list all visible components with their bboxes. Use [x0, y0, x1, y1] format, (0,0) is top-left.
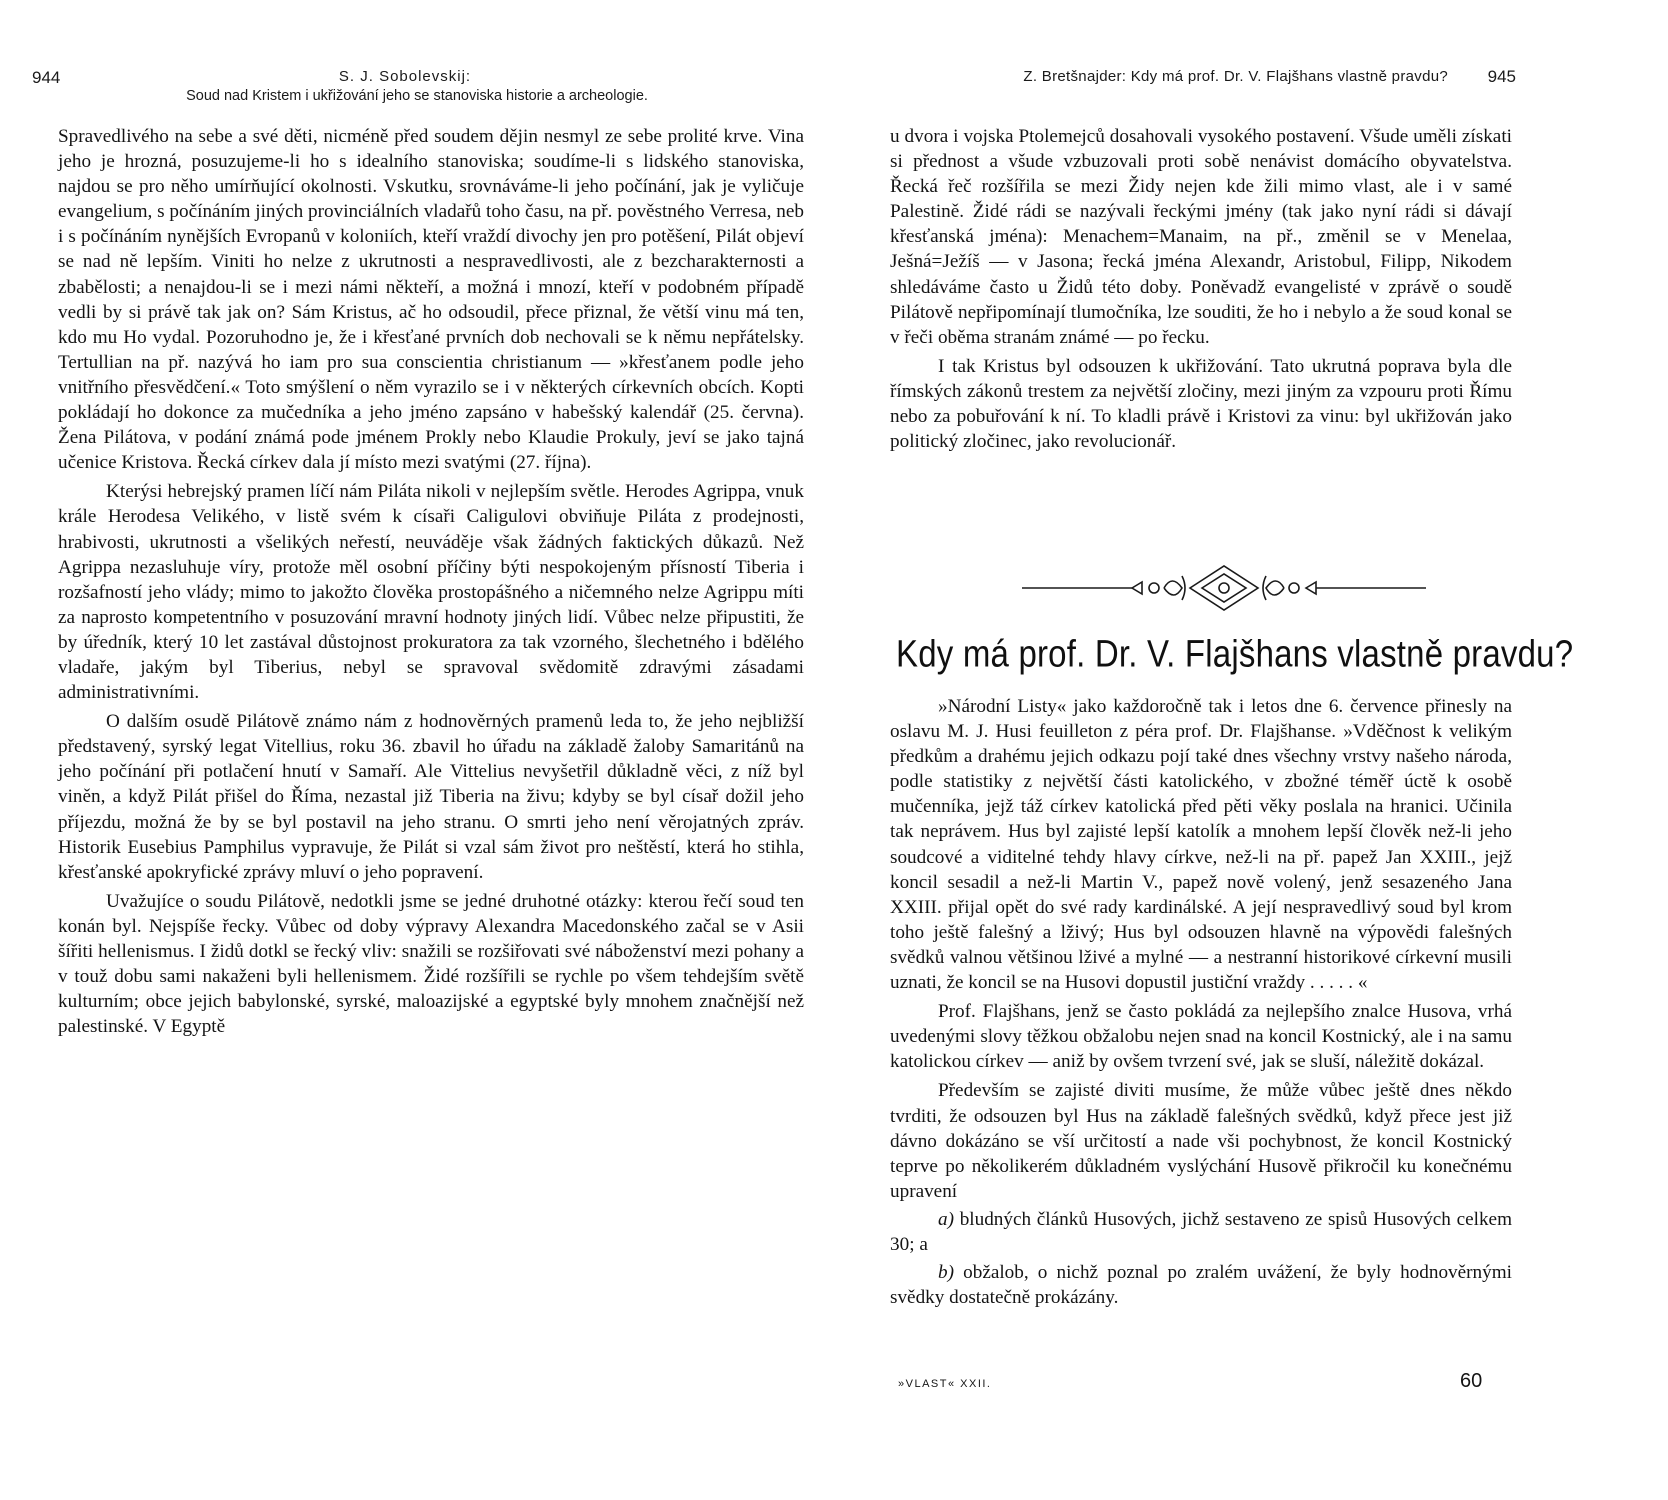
paragraph: I tak Kristus byl odsouzen k ukřižování. Tato ukrutná poprava byla dle římských zákonů trestem za největší zločiny, mezi jiným za vzpouru proti Římu nebo za pobuřování k ní. To kladli právě i Kristovi za vinu: byl ukřižován jako politický zločinec, jako revolucionář.: [890, 355, 1512, 453]
paragraph: Uvažujíce o soudu Pilátově, nedotkli jsme se jedné druhotné otázky: kterou řečí soud ten konán byl. Nejspíše řecky. Vůbec od doby výpravy Alexandra Macedonského začal se v Asii šířiti hellenismus. I židů dotkl se řecký vliv: snažili se rozšiřovati své náboženství mezi pohany a v touž dobu sami nakaženi byli hellenismem. Židé rozšířili se rychle po všem tehdejším světě kulturním; obce jejich babylonské, syrské, maloazijské a egyptské byly mnohem značnější než palestinské. V Egyptě: [58, 890, 804, 1038]
footer-signature: »VLAST« XXII.: [898, 1378, 992, 1390]
list-marker: a): [938, 1208, 954, 1230]
list-item: [890, 1260, 1512, 1310]
right-running-head-title: Z. Bretšnajder: Kdy má prof. Dr. V. Flajšhans vlastně pravdu?: [1023, 68, 1448, 85]
list-item-text: bludných článků Husových, jichž sestaveno ze spisů Husových celkem 30; a: [890, 1208, 1512, 1255]
decorative-ornament-divider: [1022, 560, 1426, 616]
paragraph: Prof. Flajšhans, jenž se často pokládá za nejlepšího znalce Husova, vrhá uvedenými slovy těžkou obžalobu nejen snad na koncil Kostnický, ale i na samu katolickou církev — aniž by ovšem tvrzení své, jak se sluší, náležitě dokázal.: [890, 1001, 1512, 1073]
paragraph: Spravedlivého na sebe a své děti, nicméně před soudem dějin nesmyl ze sebe prolité krve. Vina jeho je hrozná, posuzujeme-li ho s idealního stanoviska; soudíme-li s lidského stanoviska, najdou se pro něho umírňující okolnosti. Vskutku, srovnáváme-li jeho počínání, jak je vyličuje evangelium, s počínáním jiných provinciálních vladařů toho času, na př. pověstného Verresa, neb i s počínáním nynějších Evropanů v koloniích, kteří vraždí divochy jen pro potěšení, Pilát objeví se nad ně lepším. Viniti ho nelze z ukrutnosti a nespravedlivosti, ale z bezcharakternosti a zbabělosti; a nenajdou-li se i mezi námi někteří, a možná i mnozí, kteří v podobném případě vedli by si právě tak jak on? Sám Kristus, ač ho odsoudil, přece přiznal, že větší vinu má ten, kdo mu Ho vydal. Pozoruhodno je, že i křesťané prvních dob nechovali se k němu nepřátelsky. Tertullian na př. nazývá ho iam pro sua conscientia christianum — »křesťanem podle jeho vnitřního přesvědčení.« Toto smýšlení o něm vyrazilo se i v některých církevních obcích. Kopti pokládají ho dokonce za mučedníka a jeho jméno zapsáno v habešský kalendář (25. června). Žena Pilátova, v podání známá pode jménem Prokly nebo Klaudie Prokuly, jeví se jako tajná učenice Kristova. Řecká církev dala jí místo mezi svatými (27. října).: [58, 126, 804, 474]
right-page: [834, 0, 1668, 1500]
paragraph: »Národní Listy« jako každoročně tak i letos dne 6. července přinesly na oslavu M. J. Husi feuilleton z péra prof. Dr. Flajšhanse. »Vděčnost k velikým předkům a drahému jejich odkazu pojí také dnes všechny vrstvy našeho národa, podle statistiky z největší části katolického, v zbožné téměř úctě k osobě mučenníka, jejž táž církev katolická před pěti věky poslala na hranici. Učinila tak neprávem. Hus byl zajisté lepší katolík a mnohem lepší člověk než-li jeho soudcové a viditelné tehdy hlavy církve, než-li na př. papež Jan XXIII., jejž koncil sesadil a než-li Martin V., papež nově volený, jenž sesazeného Jana XXIII. přijal opět do své rady kardinálské. A její nespravedlivý soud byl krom toho ještě falešný a lživý; Hus byl odsouzen hlavně na výpovědi falešných svědků valnou většinou lživé a mylné — a nestranní historikové církevní musili uznati, že koncil se na Husovi dopustil justiční vraždy . . . . . «: [890, 696, 1512, 994]
list-item: [890, 1207, 1512, 1257]
paragraph: O dalším osudě Pilátově známo nám z hodnověrných pramenů leda to, že jeho nejbližší představený, syrský legat Vitellius, roku 36. zbavil ho úřadu na základě žaloby Samaritánů na jeho počínání při potlačení hnutí v Samaří. Ale Vittelius nevyšetřil důkladně věci, z níž byl viněn, a když Pilát přišel do Říma, nezastal již Tiberia na živu; kdyby se byl císař dožil jeho příjezdu, možná že by se byl postavil na jeho stranu. O smrti jeho není věrojatných zpráv. Historik Eusebius Pamphilus vypravuje, že Pilát si vzal sám život pro neštěstí, která ho stihla, křesťanské apokryfické zprávy mluví o jeho popravení.: [58, 711, 804, 883]
right-page-number: 945: [1487, 67, 1516, 86]
left-page-number: 944: [32, 68, 61, 87]
right-article-column: [890, 694, 1512, 1310]
paragraph: Kterýsi hebrejský pramen líčí nám Piláta nikoli v nejlepším světle. Herodes Agrippa, vnuk krále Herodesa Velikého, v listě svém k císaři Caligulovi obviňuje Piláta z prodejnosti, hrabivosti, ukrutnosti a všelikých neřestí, neuváděje však žádných faktických důkazů. Než Agrippa nezasluhuje víry, protože měl osobní příčiny býti nespokojeným přísností Tiberia i rozšafností jeho vlády; mimo to jakožto člověka prostopášného a ničemného nelze Agrippu míti za naprosto kompetentního v posuzování mravní hodnoty jiných lidí. Vůbec nelze připustiti, že by úředník, který 10 let zastával důstojnost prokuratora za tak vzorného, šlechetného i bdělého vladaře, jakým byl Tiberius, nebyl se spravoval svědomitě zdravými zásadami administrativními.: [58, 481, 804, 704]
left-running-head-title: Soud nad Kristem i ukřižování jeho se stanoviska historie a archeologie.: [186, 88, 648, 104]
list-item-text: obžalob, o nichž poznal po zralém uvážení, že byly hodnověrnými svědky dostatečně prokázány.: [890, 1262, 1512, 1309]
footer-sheet-number: 60: [1460, 1370, 1483, 1392]
left-body-column: [58, 124, 804, 1039]
left-running-head-author: S. J. Sobolevskij:: [338, 68, 472, 85]
article-title: Kdy má prof. Dr. V. Flajšhans vlastně pravdu?: [896, 632, 1574, 675]
paragraph: u dvora i vojska Ptolemejců dosahovali vysokého postavení. Všude uměli získati si přednost a všude vzbuzovali proti sobě nenávist domácího obyvatelstva. Řecká řeč rozšířila se mezi Židy nejen kde žili mimo vlast, ale i v samé Palestině. Židé rádi se nazývali řeckými jmény (tak jako nyní rádi si dávají křesťanská jména): Menachem=Manaim, na př., změnil se v Menelaa, Ješná=Ježíš — v Jasona; řecká jména Alexandr, Aristobul, Filipp, Nikodem shledáváme často u Židů této doby. Poněvadž evangelisté v zprávě o soudě Pilátově nepřipomínají tlumočníka, lze souditi, že ho i nebylo a že soud konal se v řeči oběma stranám známé — po řecku.: [890, 126, 1512, 348]
right-continued-column: [890, 124, 1512, 454]
list-marker: b): [938, 1262, 954, 1284]
paragraph: Především se zajisté diviti musíme, že může vůbec ještě dnes někdo tvrditi, že odsouzen byl Hus na základě falešných svědků, když přece jest již dávno dokázáno se vší určitostí a nade vši pochybnost, že koncil Kostnický teprve po několikerém důkladném vyslýchání Husově přikročil ku konečnému upravení: [890, 1080, 1512, 1202]
